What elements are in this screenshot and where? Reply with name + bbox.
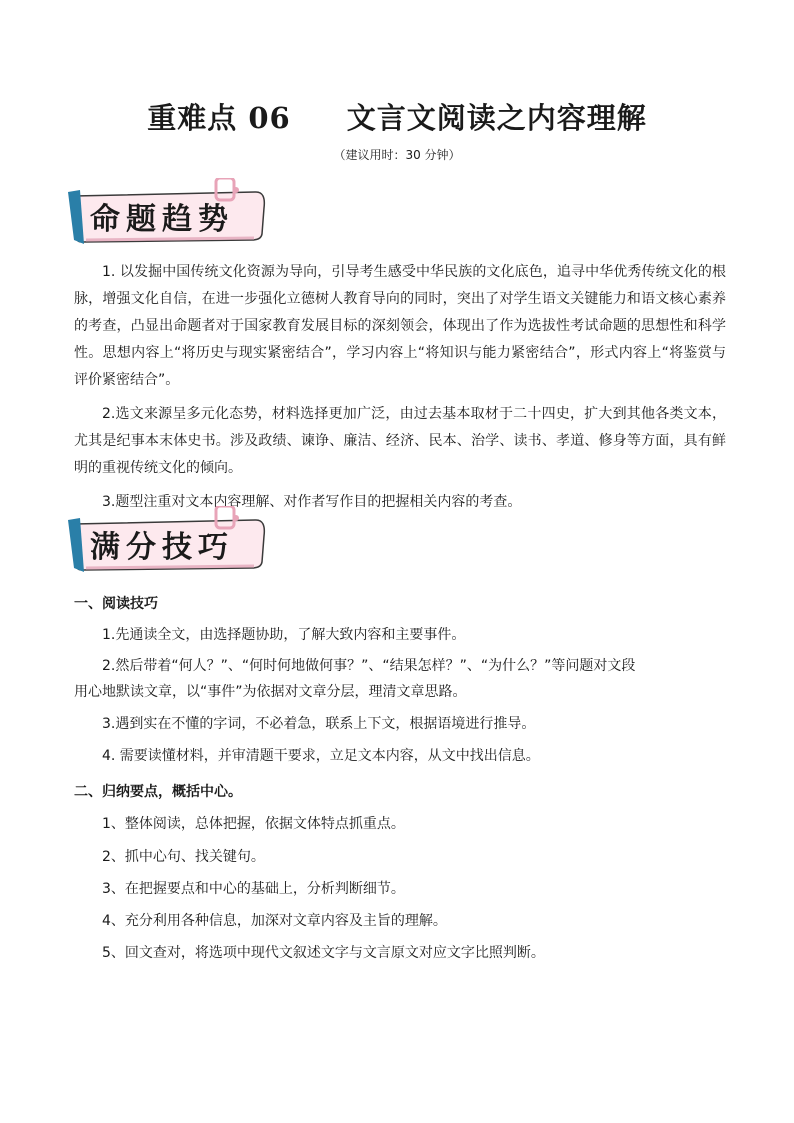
summary-item: 4、充分利用各种信息，加深对文章内容及主旨的理解。 (102, 913, 447, 929)
summary-item: 5、回文查对，将选项中现代文叙述文字与文言原文对应文字比照判断。 (102, 945, 545, 961)
section-banner-skills (66, 506, 271, 578)
reading-skill-1: 1.先通读全文，由选择题协助，了解大致内容和主要事件。 (102, 627, 466, 643)
summary-item: 3、在把握要点和中心的基础上，分析判断细节。 (102, 881, 405, 897)
title-left: 重难点 06 (147, 101, 291, 135)
trend-paragraphs (74, 259, 726, 516)
trend-paragraph-3: 3.题型注重对文本内容理解、对作者写作目的把握相关内容的考查。 (102, 494, 522, 510)
summary-item: 1、整体阅读，总体把握，依据文体特点抓重点。 (102, 816, 405, 832)
reading-skill-4: 4. 需要读懂材料，并审清题干要求，立足文本内容，从文中找出信息。 (102, 748, 540, 764)
reading-skill-2-line-1: 2.然后带着“何人？”、“何时何地做何事？”、“结果怎样？”、“为什么？”等问题对文段 (102, 658, 636, 674)
reading-skill-3: 3.遇到实在不懂的字词，不必着急，联系上下文，根据语境进行推导。 (102, 716, 536, 732)
summary-item: 2、抓中心句、找关键句。 (102, 849, 265, 865)
reading-skills-heading: 一、阅读技巧 (74, 596, 158, 612)
section-banner-trend (66, 178, 271, 250)
trend-paragraph-1: 1. 以发掘中国传统文化资源为导向，引导考生感受中华民族的文化底色，追寻中华优秀传统文化的根脉，增强文化自信，在进一步强化立德树人教育导向的同时，突出了对学生语文关键能力和语文核心素养的考查，凸显出命题者对于国家教育发展目标的深刻领会，体现出了作为选拔性考试命题的思想性和科学性。思想内容上“将历史与现实紧密结合”，学习内容上“将知识与能力紧密结合”，形式内容上“将鉴赏与评价紧密结合”。 (74, 264, 726, 388)
banner-label: 命题趋势 (90, 202, 234, 237)
page-subtitle: （建议用时：30 分钟） (333, 148, 461, 162)
page-title (0, 96, 794, 137)
title-right: 文言文阅读之内容理解 (346, 101, 647, 135)
banner-label: 满分技巧 (90, 530, 234, 565)
trend-paragraph-2: 2.选文来源呈多元化态势，材料选择更加广泛，由过去基本取材于二十四史，扩大到其他各类文本，尤其是纪事本末体史书。涉及政绩、谏诤、廉洁、经济、民本、治学、读书、孝道、修身等方面，具有鲜明的重视传统文化的倾向。 (74, 406, 726, 476)
reading-skill-2-line-2: 用心地默读文章，以“事件”为依据对文章分层，理清文章思路。 (74, 684, 467, 700)
summary-heading: 二、归纳要点，概括中心。 (74, 784, 242, 800)
